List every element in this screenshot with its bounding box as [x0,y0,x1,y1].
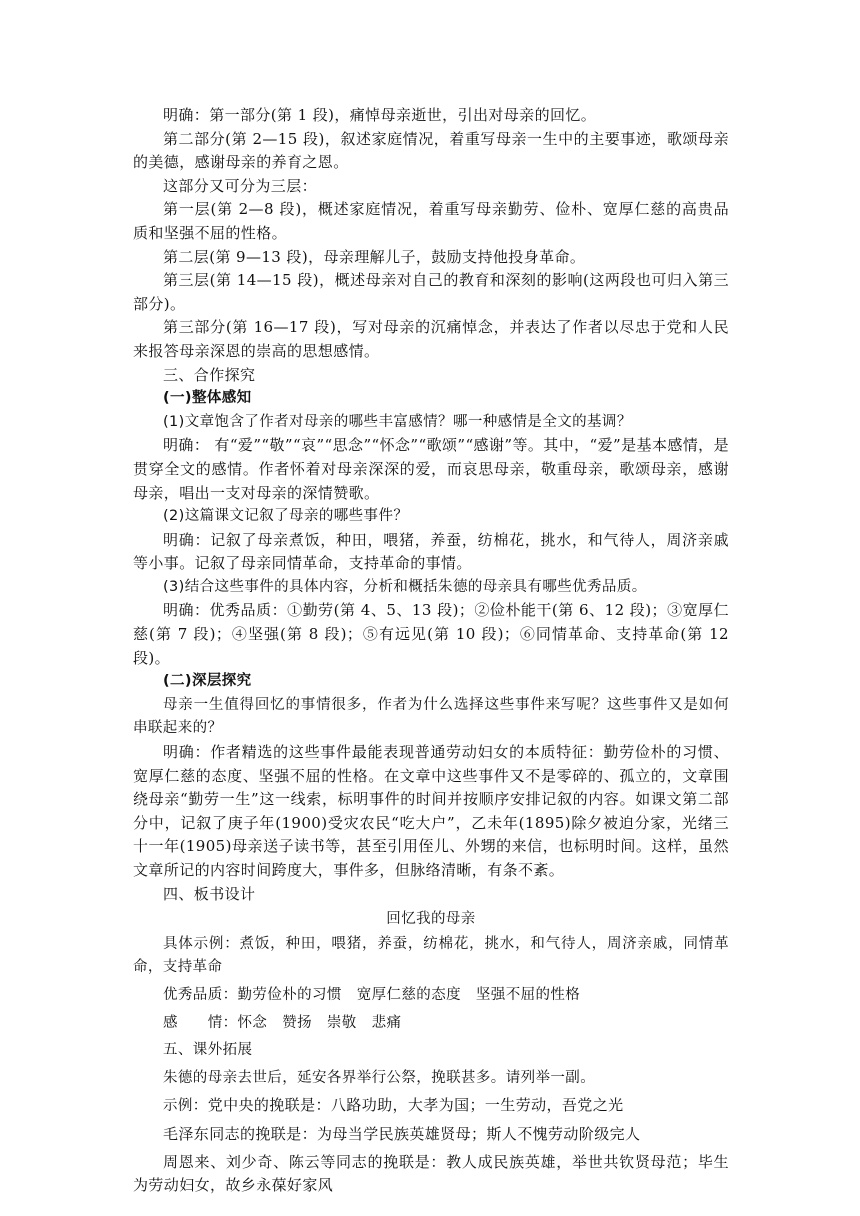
paragraph: 第二部分(第 2—15 段)，叙述家庭情况，着重写母亲一生中的主要事迹，歌颂母亲的美德，感谢母亲的养育之恩。 [133,129,729,172]
section-heading: 四、板书设计 [163,884,256,903]
board-line: 优秀品质：勤劳俭朴的习惯 宽厚仁慈的态度 坚强不屈的性格 [163,986,581,1003]
question: (1)文章饱含了作者对母亲的哪些丰富感情？哪一种感情是全文的基调？ [163,413,632,430]
example-label: 示例： [163,1098,208,1115]
answer: 明确：记叙了母亲煮饭，种田，喂猪，养蚕，纺棉花，挑水，和气待人，周济亲戚等小事。记叙了母亲同情革命，支持革命的事情。 [133,530,729,573]
question: (2)这篇课文记叙了母亲的哪些事件？ [163,508,409,525]
example-line [133,1094,729,1119]
example-line: 周恩来、刘少奇、陈云等同志的挽联是：教人成民族英雄，举世共钦贤母范；毕生为劳动妇女，故乡永葆好家风 [133,1152,729,1195]
paragraph: 第三部分(第 16—17 段)，写对母亲的沉痛悼念，并表达了作者以尽忠于党和人民来报答母亲深恩的崇高的思想感情。 [133,318,729,360]
answer: 明确： 有“爱”“敬”“哀”“思念”“怀念”“歌颂”“感谢”等。其中，“爱”是基本感情，是贯穿全文的感情。作者怀着对母亲深深的爱，而哀思母亲，敬重母亲，歌颂母亲，感谢母亲，唱出一支对母亲的深情赞歌。 [133,436,729,502]
paragraph: 这部分又可分为三层： [163,176,318,195]
paragraph: 第三层(第 14—15 段)，概述母亲对自己的教育和深刻的影响(这两段也可归入第三部分)。 [133,271,729,313]
board-line: 具体示例：煮饭，种田，喂猪，养蚕，纺棉花，挑水，和气待人，周济亲戚，同情革命，支持革命 [133,935,729,976]
subsection-heading: (二)深层探究 [163,673,252,690]
subsection-heading: (一)整体感知 [163,390,252,407]
paragraph: 第二层(第 9—13 段)，母亲理解儿子，鼓励支持他投身革命。 [163,247,586,266]
answer: 明确：优秀品质：①勤劳(第 4、5、13 段)；②俭朴能干(第 6、12 段)；③宽厚仁慈(第 7 段)；④坚强(第 8 段)；⑤有远见(第 10 段)；⑥同情革命、支持革命(第 12 段)。 [133,601,729,667]
example-line: 毛泽东同志的挽联是：为母当学民族英雄贤母；斯人不愧劳动阶级完人 [163,1124,641,1143]
paragraph: 明确：第一部分(第 1 段)，痛悼母亲逝世，引出对母亲的回忆。 [163,106,597,124]
example-text: 党中央的挽联是：八路功助，大孝为国；一生劳动，吾党之光 [207,1096,624,1115]
section-heading: 三、合作探究 [163,365,256,384]
question: (3)结合这些事件的具体内容，分析和概括朱德的母亲具有哪些优秀品质。 [163,578,647,595]
board-line: 感 情：怀念 赞扬 崇敬 悲痛 [163,1014,402,1031]
document-body [133,104,729,1198]
question: 母亲一生值得回忆的事情很多，作者为什么选择这些事件来写呢？这些事件又是如何串联起来的？ [133,696,729,737]
board-title: 回忆我的母亲 [386,911,476,928]
paragraph: 第一层(第 2—8 段)，概述家庭情况，着重写母亲勤劳、俭朴、宽厚仁慈的高贵品质和坚强不屈的性格。 [133,200,729,242]
answer: 明确：作者精选的这些事件最能表现普通劳动妇女的本质特征：勤劳俭朴的习惯、宽厚仁慈的态度、坚强不屈的性格。在文章中这些事件又不是零碎的、孤立的，文章围绕母亲“勤劳一生”这一线索，标明事件的时间并按顺序安排记叙的内容。如课文第二部分中，记叙了庚子年(1900)受灾农民“吃大户”，乙未年(1895)除夕被迫分家，光绪三十一年(1905)母亲送子读书等，甚至引用侄儿、外甥的来信，也标明时间。这样，虽然文章所记的内容时间跨度大，事件多，但脉络清晰，有条不紊。 [133,743,729,879]
section-heading: 五、课外拓展 [163,1042,253,1059]
paragraph: 朱德的母亲去世后，延安各界举行公祭，挽联甚多。请列举一副。 [163,1069,596,1086]
